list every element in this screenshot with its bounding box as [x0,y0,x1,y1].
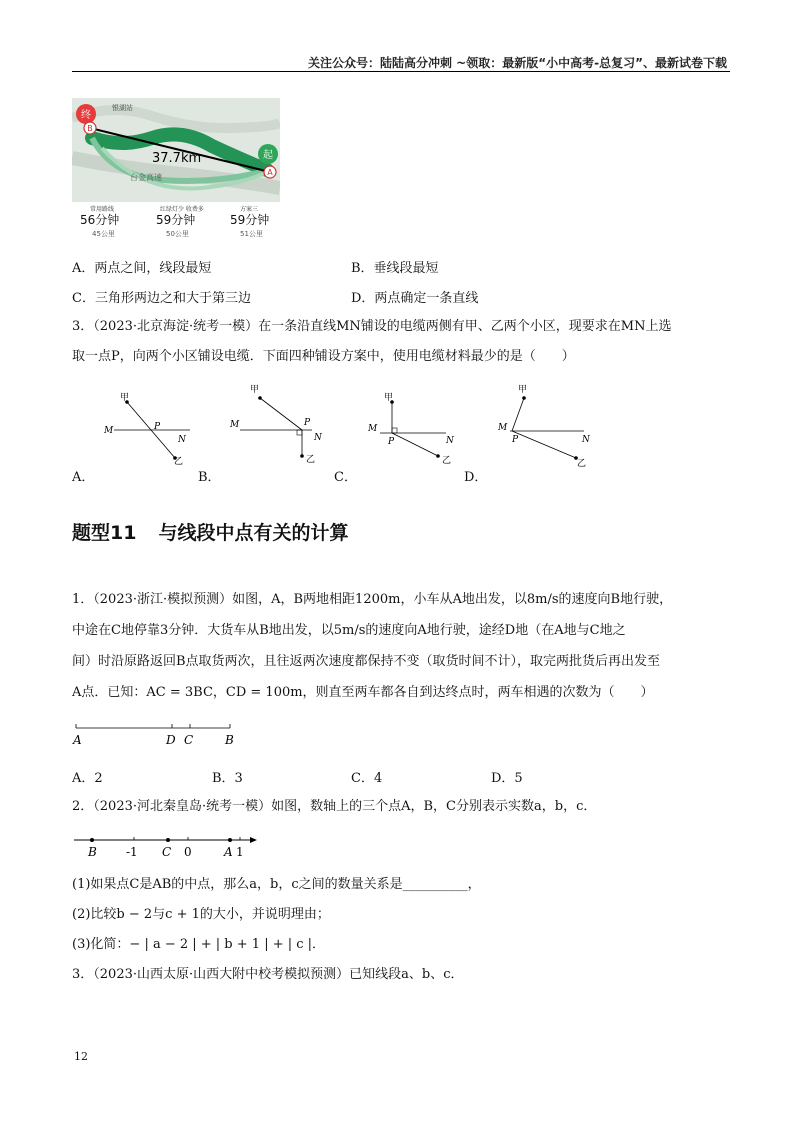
section-title [72,518,348,545]
start-marker-label: 起 [263,150,273,161]
segment-svg [70,718,250,750]
fig-c-P: P [388,437,395,447]
road-label: 台金高速 [130,173,162,182]
page-header: 关注公众号：陆陆高分冲刺 ~领取：最新版“小中高考-总复习”、最新试卷下载 [308,56,727,70]
q3-line-1: 3．（2023·北京海淀·统考一模）在一条沿直线MN铺设的电缆两侧有甲、乙两个小区，现要求在MN上选 [72,319,672,334]
segment-figure [70,718,250,750]
fig-a-N: N [178,435,186,445]
seg-label-C: C [184,733,194,747]
p1-option-c: C．4 [351,771,383,786]
fig-c-M: M [368,424,378,434]
fig-b-M: M [230,420,240,430]
p1-line-1: 1．（2023·浙江·模拟预测）如图，A，B两地相距1200m，小车从A地出发，以8m/s的速度向B地行驶， [72,592,673,607]
p1-line-4: A点．已知：AC = 3BC，CD = 100m，则直至两车都各自到达终点时，两车相遇的次数为（ ） [72,685,654,700]
route-2-time: 59分钟 [156,213,196,227]
p1-line-3: 间）时沿原路返回B点取货两次，且往返两次速度都保持不变（取货时间不计），取完两批货后再出发至 [72,654,661,669]
fig-d-N: N [582,435,590,445]
axis-label-neg1: -1 [126,845,138,859]
end-marker-label: 终 [81,110,91,121]
fig-b-jia: 甲 [250,385,260,395]
fig-b-yi: 乙 [306,455,316,465]
number-line-svg [70,830,270,862]
fig-d-M: M [498,423,508,433]
axis-label-0: 0 [184,845,192,859]
route-2-name: 红绿灯少 收费多 [160,206,204,213]
figure-option-b [229,384,323,465]
fig-c-N: N [446,436,454,446]
fig-b-P: P [304,418,311,428]
q3-figures [72,380,632,480]
q3-choice-a: A． [72,470,95,485]
route-1-name: 常用路线 [90,206,115,213]
route-3-time: 59分钟 [230,213,270,227]
axis-label-C: C [162,845,172,859]
fig-d-P: P [512,435,519,445]
axis-label-B: B [88,845,97,859]
distance-label: 37.7km [152,151,202,166]
figure-option-a [103,392,190,467]
q3-choice-d: D． [464,470,488,485]
seg-label-A: A [73,733,82,747]
number-line-figure [70,830,270,862]
fig-c-jia: 甲 [384,393,394,403]
fig-d-yi: 乙 [577,459,587,469]
route-1-dist: 45公里 [92,230,115,238]
fig-a-M: M [104,426,114,436]
q3-choice-b: B． [198,470,221,485]
section-number: 题型11 [72,522,137,544]
axis-label-A: A [224,845,233,859]
seg-label-D: D [166,733,176,747]
p2-intro: 2．（2023·河北秦皇岛·统考一模）如图，数轴上的三个点A，B，C分别表示实数a，b，c． [72,799,597,814]
fig-a-P: P [154,422,161,432]
q3-line-2: 取一点P，向两个小区铺设电缆．下面四种铺设方案中，使用电缆材料最少的是（ ） [72,349,575,364]
route-2-dist: 50公里 [166,230,189,238]
p2-sub-1: (1)如果点C是AB的中点，那么a，b，c之间的数量关系是__________， [72,877,481,892]
seg-label-B: B [225,733,234,747]
p3-text: 3．（2023·山西太原·山西大附中校考模拟预测）已知线段a、b、c． [72,967,464,982]
route-3-dist: 51公里 [240,230,263,238]
axis-label-1: 1 [236,845,244,859]
fig-a-jia: 甲 [120,393,130,403]
point-A-label: A [267,168,273,177]
route-map-svg [72,98,280,240]
place-label: 银湖站 [112,104,133,112]
q3-choice-c: C． [334,470,357,485]
q2-option-d: D．两点确定一条直线 [351,291,479,306]
header-rule [72,71,730,72]
figure-option-c [367,392,455,466]
p1-line-2: 中途在C地停靠3分钟．大货车从B地出发，以5m/s的速度向A地行驶，途经D地（在A地与C地之 [72,623,626,638]
p1-option-b: B．3 [212,771,243,786]
fig-d-jia: 甲 [518,385,528,395]
fig-b-N: N [314,433,322,443]
section-title-text: 与线段中点有关的计算 [158,522,349,544]
fig-a-yi: 乙 [174,457,184,467]
q3-figures-svg [72,380,632,480]
route-map-figure [72,98,280,240]
p1-option-d: D．5 [491,771,523,786]
route-1-time: 56分钟 [80,213,120,227]
p2-sub-3: (3)化简：− | a − 2 | + | b + 1 | + | c |． [72,937,326,952]
figure-option-d [497,384,591,469]
point-B-label: B [87,124,93,133]
page-number: 12 [74,1050,88,1063]
q2-option-a: A．两点之间，线段最短 [72,261,212,276]
p1-option-a: A．2 [72,771,103,786]
q2-option-c: C．三角形两边之和大于第三边 [72,291,251,306]
route-3-name: 方案三 [240,206,259,213]
fig-c-yi: 乙 [442,456,452,466]
q2-option-b: B．垂线段最短 [351,261,439,276]
p2-sub-2: (2)比较b − 2与c + 1的大小，并说明理由； [72,907,330,922]
